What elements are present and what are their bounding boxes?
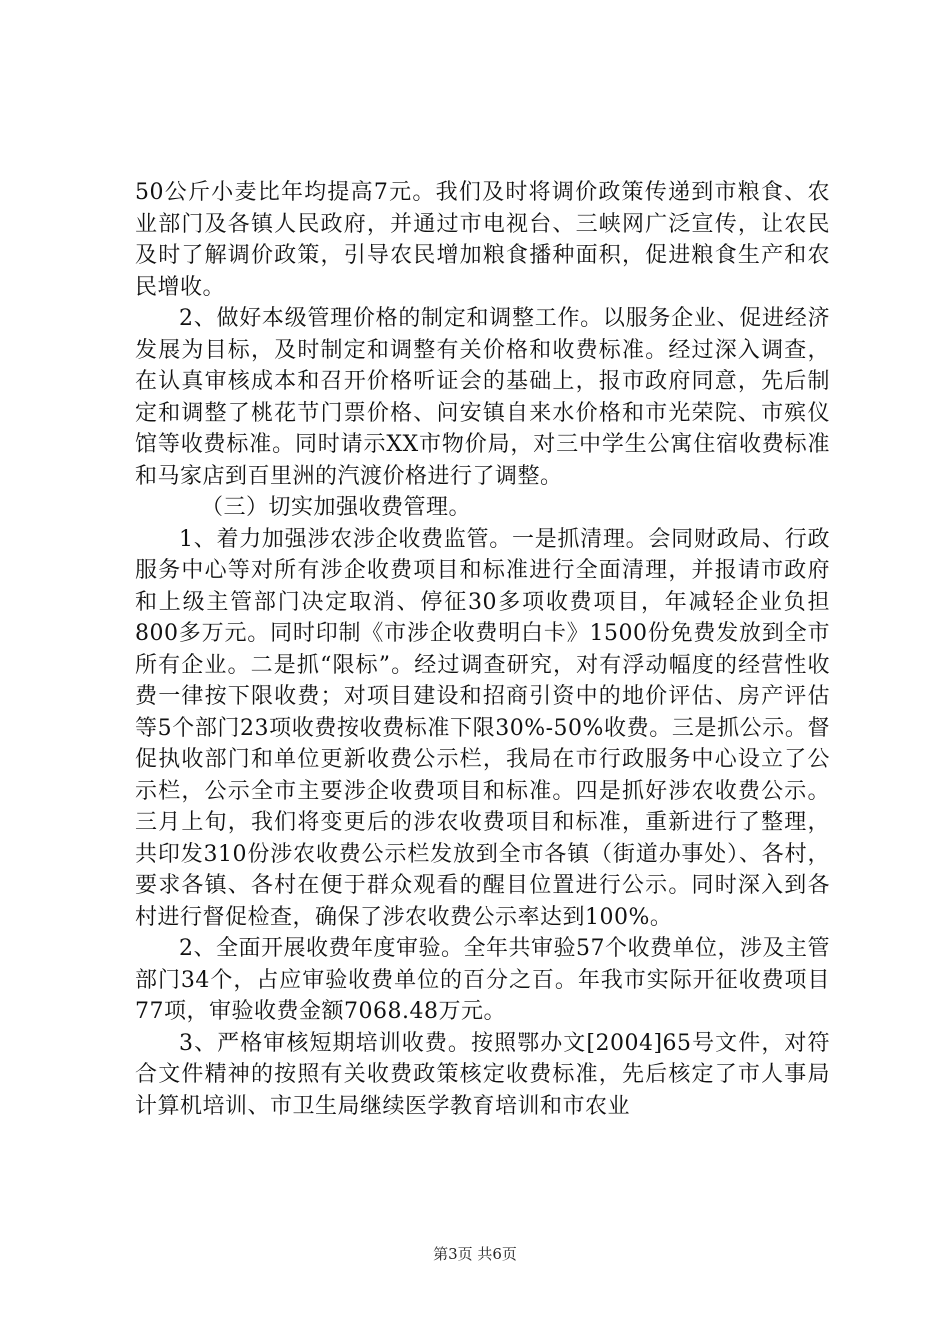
paragraph-training-fees: 3、严格审核短期培训收费。按照鄂办文[2004]65号文件，对符合文件精神的按照有关收费政策核定收费标准，先后核定了市人事局计算机培训、市卫生局继续医学教育培训和市农业: [135, 1030, 830, 1119]
paragraph-continuation: 50公斤小麦比年均提高7元。我们及时将调价政策传递到市粮食、农业部门及各镇人民政府，并通过市电视台、三峡网广泛宣传，让农民及时了解调价政策，引导农民增加粮食播种面积，促进粮食生产和农民增收。: [135, 180, 830, 300]
paragraph-fee-supervision: 1、着力加强涉农涉企收费监管。一是抓清理。会同财政局、行政服务中心等对所有涉企收费项目和标准进行全面清理，并报请市政府和上级主管部门决定取消、停征30多项收费项目，年减轻企业负担800多万元。同时印制《市涉企收费明白卡》1500份免费发放到全市所有企业。二是抓“限标”。经过调查研究，对有浮动幅度的经营性收费一律按下限收费；对项目建设和招商引资中的地价评估、房产评估等5个部门23项收费按收费标准下限30%-50%收费。三是抓公示。督促执收部门和单位更新收费公示栏，我局在市行政服务中心设立了公示栏，公示全市主要涉企收费项目和标准。四是抓好涉农收费公示。三月上旬，我们将变更后的涉农收费项目和标准，重新进行了整理，共印发310份涉农收费公示栏发放到全市各镇（街道办事处）、各村，要求各镇、各村在便于群众观看的醒目位置进行公示。同时深入到各村进行督促检查，确保了涉农收费公示率达到100%。: [135, 526, 830, 930]
section-heading-fee-management: （三）切实加强收费管理。: [201, 495, 472, 520]
page-number: 第3页 共6页: [433, 1245, 517, 1263]
document-body: [135, 177, 830, 1122]
paragraph-price-adjustment: 2、做好本级管理价格的制定和调整工作。以服务企业、促进经济发展为目标，及时制定和调整有关价格和收费标准。经过深入调查，在认真审核成本和召开价格听证会的基础上，报市政府同意，先后制定和调整了桃花节门票价格、问安镇自来水价格和市光荣院、市殡仪馆等收费标准。同时请示XX市物价局，对三中学生公寓住宿收费标准和马家店到百里洲的汽渡价格进行了调整。: [135, 306, 830, 489]
paragraph-annual-audit: 2、全面开展收费年度审验。全年共审验57个收费单位，涉及主管部门34个，占应审验收费单位的百分之百。年我市实际开征收费项目77项，审验收费金额7068.48万元。: [135, 936, 830, 1024]
